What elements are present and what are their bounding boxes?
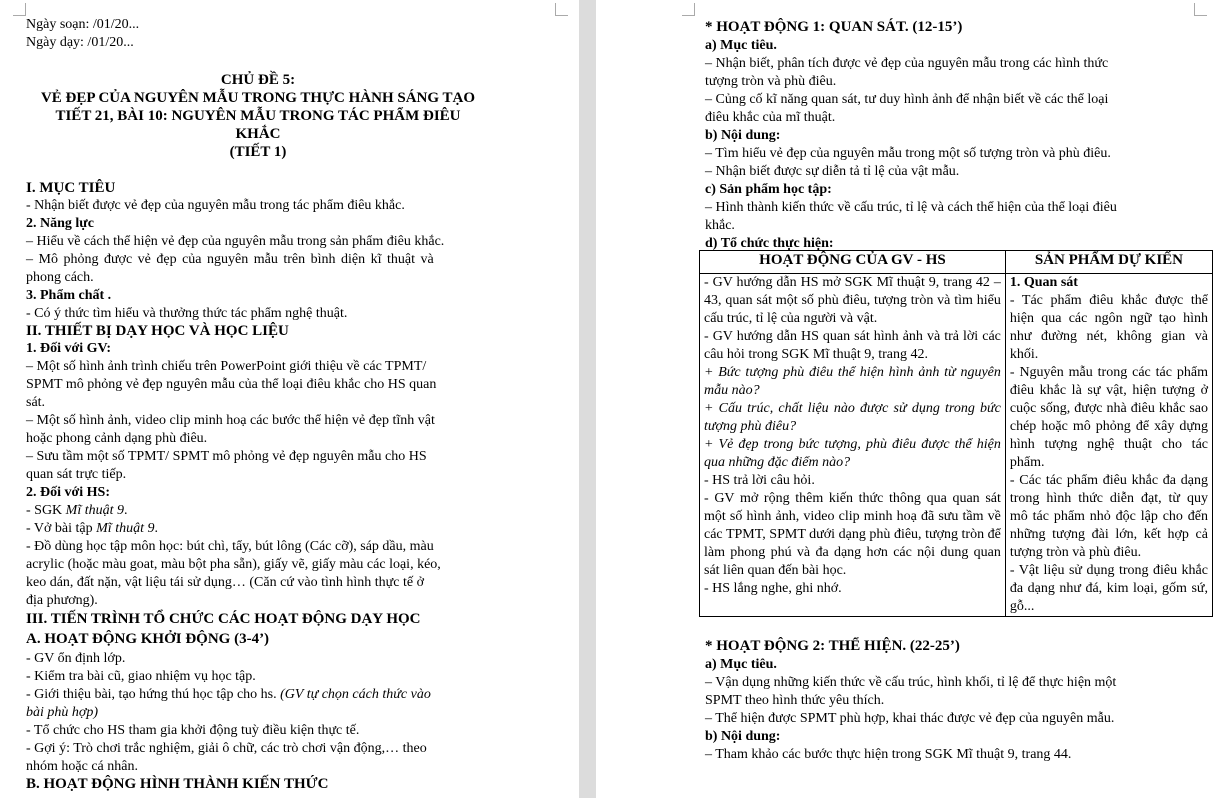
body-line: điêu khắc của mĩ thuật. xyxy=(705,110,836,125)
body-line: SPMT theo hình thức yêu thích. xyxy=(705,693,885,708)
table-paragraph: - Tác phẩm điêu khắc được thể hiện qua các ngôn ngữ tạo hình như đường nét, không gian và khối. xyxy=(1009,293,1208,362)
body-line: – Mô phỏng được vẻ đẹp của nguyên mẫu trên bình diện kĩ thuật và xyxy=(26,252,434,267)
date-prepared: Ngày soạn: /01/20... xyxy=(26,17,140,32)
body-line: - Có ý thức tìm hiểu và thưởng thức tác phẩm nghệ thuật. xyxy=(26,306,348,321)
subsection-heading: 2. Năng lực xyxy=(26,216,94,231)
table-question: + Vẻ đẹp trong bức tượng, phù điêu được thể hiện qua những đặc điểm nào? xyxy=(704,437,1001,470)
table-paragraph: - GV mở rộng thêm kiến thức thông qua quan sát một số hình ảnh, video clip minh hoạ đã sưu tầm về các TPMT, SPMT dưới dạng phù điêu, tượng tròn để làm phong phú và đa dạng hơn các nội dung quan sát liên quan đến bài học. xyxy=(704,491,1001,578)
activity-table xyxy=(699,250,1213,617)
document-page-left xyxy=(0,0,579,798)
subsection-heading: d) Tổ chức thực hiện: xyxy=(705,236,834,251)
lesson-title-line2: TIẾT 21, BÀI 10: NGUYÊN MẪU TRONG TÁC PHẨM ĐIÊU xyxy=(55,108,461,124)
section-heading: I. MỤC TIÊU xyxy=(26,180,116,196)
body-line: sát. xyxy=(26,395,46,410)
subsection-heading: 3. Phẩm chất . xyxy=(26,288,112,303)
table-cell-teacher-activity xyxy=(700,274,1006,617)
table-question: + Bức tượng phù điêu thể hiện hình ảnh từ nguyên mẫu nào? xyxy=(704,365,1001,398)
subsection-heading: 2. Đối với HS: xyxy=(26,485,110,500)
page-corner-marker xyxy=(1194,3,1207,16)
body-line: địa phương). xyxy=(26,593,98,608)
date-taught: Ngày dạy: /01/20... xyxy=(26,35,134,50)
lesson-title-line4: (TIẾT 1) xyxy=(229,144,287,160)
body-line: – Tham khảo các bước thực hiện trong SGK Mĩ thuật 9, trang 44. xyxy=(705,747,1072,762)
body-line: acrylic (hoặc màu goat, màu bột pha sẵn), giấy vẽ, giấy màu các loại, kéo, xyxy=(26,557,441,572)
lesson-title-line1: VẺ ĐẸP CỦA NGUYÊN MẪU TRONG THỰC HÀNH SÁNG TẠO xyxy=(40,90,476,106)
section-heading: II. THIẾT BỊ DẠY HỌC VÀ HỌC LIỆU xyxy=(26,323,289,339)
body-line: khắc. xyxy=(705,218,735,233)
subsection-heading: B. HOẠT ĐỘNG HÌNH THÀNH KIẾN THỨC xyxy=(26,776,329,792)
body-line: – Thể hiện được SPMT phù hợp, khai thác được vẻ đẹp của nguyên mẫu. xyxy=(705,711,1115,726)
table-header-cell: SẢN PHẨM DỰ KIẾN xyxy=(1005,251,1212,274)
page-corner-marker xyxy=(682,3,695,16)
body-line: – Sưu tầm một số TPMT/ SPMT mô phỏng vẻ đẹp nguyên mẫu cho HS xyxy=(26,449,427,464)
activity-heading: * HOẠT ĐỘNG 1: QUAN SÁT. (12-15’) xyxy=(705,19,963,35)
table-row xyxy=(700,274,1213,617)
table-paragraph: - HS lắng nghe, ghi nhớ. xyxy=(704,581,842,596)
body-line: bài phù hợp) xyxy=(26,705,99,720)
body-line: – Củng cố kĩ năng quan sát, tư duy hình ảnh để nhận biết về các thể loại xyxy=(705,92,1109,107)
body-line: - Gợi ý: Trò chơi trắc nghiệm, giải ô chữ, các trò chơi vận động,… theo xyxy=(26,741,427,756)
table-paragraph: - Nguyên mẫu trong các tác phẩm điêu khắc là sự vật, hiện tượng ở cuộc sống, được nhà điêu khắc sao chép hoặc mô phỏng để xây dựng hình tượng nghệ thuật cho tác phẩm. xyxy=(1009,365,1208,470)
body-line: – Nhận biết được sự diễn tả tỉ lệ của vật mẫu. xyxy=(705,164,960,179)
table-paragraph: - GV hướng dẫn HS mở SGK Mĩ thuật 9, trang 42 – 43, quan sát một số phù điêu, tượng tròn và tìm hiểu cấu trúc, tỉ lệ của người và vật. xyxy=(704,275,1001,326)
body-line: – Một số hình ảnh, video clip minh hoạ các bước thể hiện vẻ đẹp tĩnh vật xyxy=(26,413,435,428)
body-line: phong cách. xyxy=(26,270,94,285)
table-paragraph: - Các tác phẩm điêu khắc đa dạng trong hình thức diễn đạt, từ quy mô tác phẩm nhỏ độc lập cho đến những tượng đài lớn, kết hợp cả tượng tròn và phù điêu. xyxy=(1009,473,1208,560)
table-cell-heading: 1. Quan sát xyxy=(1009,275,1078,290)
body-line: – Vận dụng những kiến thức về cấu trúc, hình khối, tỉ lệ để thực hiện một xyxy=(705,675,1117,690)
section-heading: III. TIẾN TRÌNH TỔ CHỨC CÁC HOẠT ĐỘNG DẠY HỌC xyxy=(26,611,421,627)
body-line: – Tìm hiểu vẻ đẹp của nguyên mẫu trong một số tượng tròn và phù điêu. xyxy=(705,146,1111,161)
table-paragraph: - GV hướng dẫn HS quan sát hình ảnh và trả lời các câu hỏi trong SGK Mĩ thuật 9, trang 42. xyxy=(704,329,1001,362)
table-cell-expected-product xyxy=(1005,274,1212,617)
table-header-row xyxy=(700,251,1213,274)
activity-heading: * HOẠT ĐỘNG 2: THỂ HIỆN. (22-25’) xyxy=(705,638,960,654)
body-line: - Vở bài tập Mĩ thuật 9. xyxy=(26,521,158,536)
subsection-heading: a) Mục tiêu. xyxy=(705,38,777,53)
subsection-heading: a) Mục tiêu. xyxy=(705,657,777,672)
body-line: - Đồ dùng học tập môn học: bút chì, tẩy, bút lông (Các cỡ), sáp dầu, màu xyxy=(26,539,434,554)
body-line: - GV ổn định lớp. xyxy=(26,651,126,666)
body-line: - Kiểm tra bài cũ, giao nhiệm vụ học tập. xyxy=(26,669,256,684)
body-line: nhóm hoặc cá nhân. xyxy=(26,759,138,774)
table-paragraph: - Vật liệu sử dụng trong điêu khắc đa dạng như đá, kim loại, gốm sứ, gỗ... xyxy=(1009,563,1208,614)
topic-label: CHỦ ĐỀ 5: xyxy=(220,72,296,88)
body-line: keo dán, đất nặn, vật liệu tái sử dụng… (Căn cứ vào tình hình thực tế ở xyxy=(26,575,424,590)
body-line: hoặc phong cảnh dạng phù điêu. xyxy=(26,431,208,446)
subsection-heading: A. HOẠT ĐỘNG KHỞI ĐỘNG (3-4’) xyxy=(26,631,270,647)
lesson-title-line3: KHẮC xyxy=(235,126,281,142)
table-header-cell: HOẠT ĐỘNG CỦA GV - HS xyxy=(700,251,1006,274)
body-line: - Nhận biết được vẻ đẹp của nguyên mẫu trong tác phẩm điêu khắc. xyxy=(26,198,405,213)
subsection-heading: c) Sản phẩm học tập: xyxy=(705,182,832,197)
body-line: – Một số hình ảnh trình chiếu trên PowerPoint giới thiệu về các TPMT/ xyxy=(26,359,427,374)
body-line: SPMT mô phỏng vẻ đẹp nguyên mẫu của thể loại điêu khắc cho HS quan xyxy=(26,377,437,392)
body-line: – Nhận biết, phân tích được vẻ đẹp của nguyên mẫu trong các hình thức xyxy=(705,56,1109,71)
body-line: quan sát trực tiếp. xyxy=(26,467,127,482)
body-line: - Giới thiệu bài, tạo hứng thú học tập cho hs. (GV tự chọn cách thức vào xyxy=(26,687,431,702)
page-corner-marker xyxy=(555,3,568,16)
subsection-heading: b) Nội dung: xyxy=(705,729,781,744)
body-line: – Hiểu về cách thể hiện vẻ đẹp của nguyên mẫu trong sản phẩm điêu khắc. xyxy=(26,234,445,249)
body-line: – Hình thành kiến thức về cấu trúc, tỉ lệ và cách thể hiện của thể loại điêu xyxy=(705,200,1117,215)
document-page-right xyxy=(596,0,1221,798)
body-line: - Tổ chức cho HS tham gia khởi động tuỳ điều kiện thực tế. xyxy=(26,723,360,738)
page-corner-marker xyxy=(13,3,26,16)
body-line: - SGK Mĩ thuật 9. xyxy=(26,503,128,518)
page-gap xyxy=(579,0,596,798)
body-line: tượng tròn và phù điêu. xyxy=(705,74,837,89)
table-paragraph: - HS trả lời câu hỏi. xyxy=(704,473,815,488)
subsection-heading: b) Nội dung: xyxy=(705,128,781,143)
subsection-heading: 1. Đối với GV: xyxy=(26,341,112,356)
table-question: + Cấu trúc, chất liệu nào được sử dụng trong bức tượng phù điêu? xyxy=(704,401,1001,434)
